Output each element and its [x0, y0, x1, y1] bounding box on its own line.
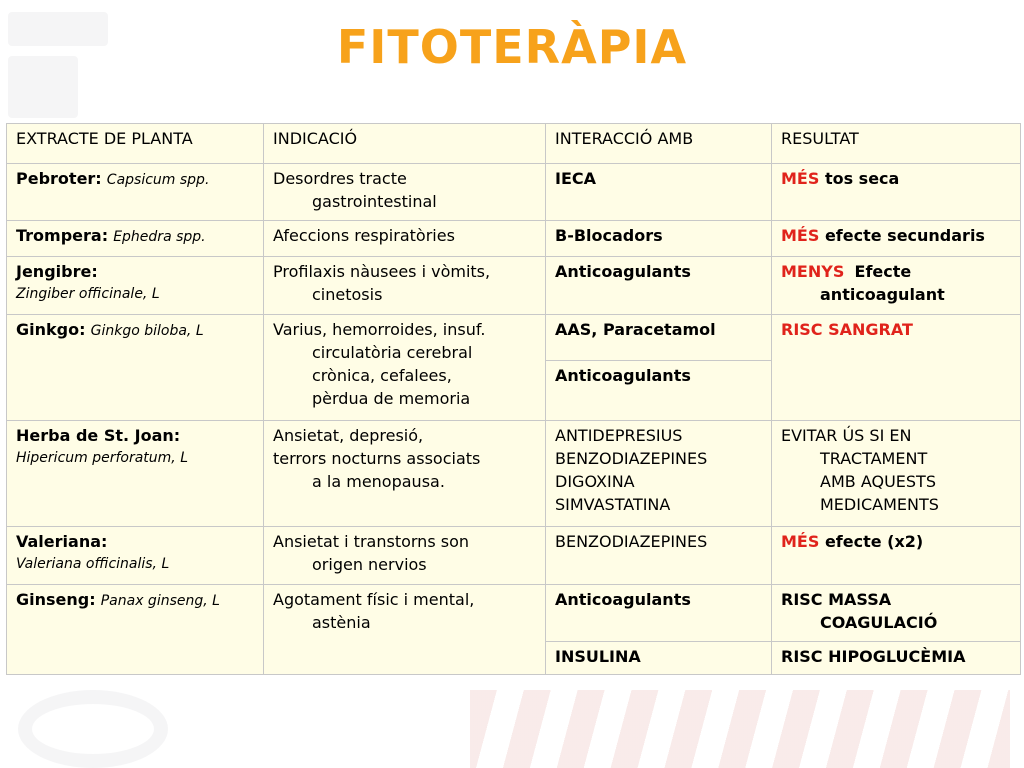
- table-row: [7, 221, 1021, 257]
- indication-cell: [264, 315, 546, 421]
- interaction-text: INSULINA: [555, 647, 641, 666]
- indication-cell: [264, 221, 546, 257]
- indication-cell: [264, 585, 546, 675]
- watermark-stripes: [470, 690, 1010, 768]
- result-text: EVITAR ÚS SI EN: [781, 426, 912, 445]
- plant-cell: [7, 221, 264, 257]
- table-row: [7, 164, 1021, 221]
- plant-name: Ginkgo:: [16, 320, 86, 339]
- indication-line: Afeccions respiratòries: [273, 226, 455, 245]
- result-cell: [772, 421, 1021, 527]
- plant-name: Pebroter:: [16, 169, 102, 188]
- result-text: anticoagulant: [820, 285, 945, 304]
- indication-line: origen nervios: [312, 555, 427, 574]
- indication-line: Agotament físic i mental,: [273, 590, 475, 609]
- plant-cell: [7, 164, 264, 221]
- table-header-row: [7, 124, 1021, 164]
- result-text: AMB AQUESTS: [820, 472, 936, 491]
- plant-latin-name: Valeriana officinalis, L: [16, 556, 170, 572]
- plant-cell: [7, 527, 264, 585]
- result-cell: [772, 257, 1021, 315]
- interaction-cell: [546, 257, 772, 315]
- watermark-ring: [18, 690, 168, 768]
- indication-line: terrors nocturns associats: [273, 449, 481, 468]
- plant-latin-name: Ginkgo biloba, L: [90, 323, 204, 339]
- indication-line: Ansietat, depresió,: [273, 426, 424, 445]
- result-emphasis: MÉS: [781, 532, 820, 551]
- result-text: efecte (x2): [819, 532, 924, 551]
- interaction-cell: [546, 421, 772, 527]
- plant-cell: [7, 585, 264, 675]
- indication-line: Desordres tracte: [273, 169, 407, 188]
- indication-cell: [264, 421, 546, 527]
- interaction-text: IECA: [555, 169, 597, 188]
- table-row: [7, 585, 1021, 642]
- plant-latin-name: Ephedra spp.: [113, 229, 206, 245]
- indication-cell: [264, 164, 546, 221]
- result-text: RISC MASSA: [781, 590, 892, 609]
- result-text: COAGULACIÓ: [820, 613, 938, 632]
- table-row: [7, 421, 1021, 527]
- interaction-text: ANTIDEPRESIUS: [555, 426, 683, 445]
- table-row: [7, 257, 1021, 315]
- result-cell: [772, 585, 1021, 642]
- header-plant-extract: EXTRACTE DE PLANTA: [7, 124, 264, 164]
- table-row: [7, 527, 1021, 585]
- interaction-cell: [546, 361, 772, 421]
- result-emphasis: MÉS: [781, 169, 820, 188]
- result-cell: [772, 164, 1021, 221]
- plant-name: Ginseng:: [16, 590, 96, 609]
- result-cell: [772, 221, 1021, 257]
- plant-cell: [7, 257, 264, 315]
- interaction-cell: [546, 585, 772, 642]
- interaction-text: Anticoagulants: [555, 262, 691, 281]
- result-emphasis: RISC SANGRAT: [781, 320, 913, 339]
- result-emphasis: MÉS: [781, 226, 820, 245]
- plant-cell: [7, 315, 264, 421]
- indication-line: Ansietat i transtorns son: [273, 532, 469, 551]
- indication-cell: [264, 257, 546, 315]
- indication-cell: [264, 527, 546, 585]
- result-cell: [772, 642, 1021, 675]
- interaction-cell: [546, 315, 772, 361]
- plant-latin-name: Hipericum perforatum, L: [16, 450, 189, 466]
- indication-line: pèrdua de memoria: [312, 389, 471, 408]
- interaction-cell: [546, 221, 772, 257]
- plant-name: Herba de St. Joan:: [16, 426, 181, 445]
- indication-line: Profilaxis nàusees i vòmits,: [273, 262, 491, 281]
- result-text: efecte secundaris: [819, 226, 985, 245]
- plant-name: Trompera:: [16, 226, 109, 245]
- result-text: Efecte: [854, 262, 912, 281]
- interaction-text: AAS, Paracetamol: [555, 320, 716, 339]
- result-cell: [772, 315, 1021, 421]
- interaction-text: Anticoagulants: [555, 366, 691, 385]
- result-emphasis: MENYS: [781, 262, 845, 281]
- interaction-text: BENZODIAZEPINES: [555, 449, 708, 468]
- interaction-text: BENZODIAZEPINES: [555, 532, 708, 551]
- plant-latin-name: Capsicum spp.: [106, 172, 210, 188]
- interaction-cell: [546, 527, 772, 585]
- interaction-text: Anticoagulants: [555, 590, 691, 609]
- result-text: tos seca: [819, 169, 900, 188]
- indication-line: Varius, hemorroides, insuf.: [273, 320, 486, 339]
- indication-line: cinetosis: [312, 285, 383, 304]
- phytotherapy-table: [6, 123, 1021, 675]
- interaction-text: B-Blocadors: [555, 226, 663, 245]
- indication-line: gastrointestinal: [312, 192, 437, 211]
- plant-latin-name: Zingiber officinale, L: [16, 286, 160, 302]
- result-text: TRACTAMENT: [820, 449, 928, 468]
- interaction-cell: [546, 642, 772, 675]
- interaction-cell: [546, 164, 772, 221]
- interaction-text: SIMVASTATINA: [555, 495, 671, 514]
- result-text: RISC HIPOGLUCÈMIA: [781, 647, 966, 666]
- indication-line: a la menopausa.: [312, 472, 445, 491]
- plant-name: Jengibre:: [16, 262, 98, 281]
- plant-cell: [7, 421, 264, 527]
- plant-latin-name: Panax ginseng, L: [100, 593, 220, 609]
- indication-line: crònica, cefalees,: [312, 366, 452, 385]
- header-indication: INDICACIÓ: [264, 124, 546, 164]
- header-result: RESULTAT: [772, 124, 1021, 164]
- result-text: MEDICAMENTS: [820, 495, 939, 514]
- page-title: FITOTERÀPIA: [336, 20, 688, 74]
- result-cell: [772, 527, 1021, 585]
- plant-name: Valeriana:: [16, 532, 108, 551]
- header-interaction: INTERACCIÓ AMB: [546, 124, 772, 164]
- indication-line: astènia: [312, 613, 371, 632]
- interaction-text: DIGOXINA: [555, 472, 635, 491]
- table-row: [7, 315, 1021, 361]
- indication-line: circulatòria cerebral: [312, 343, 473, 362]
